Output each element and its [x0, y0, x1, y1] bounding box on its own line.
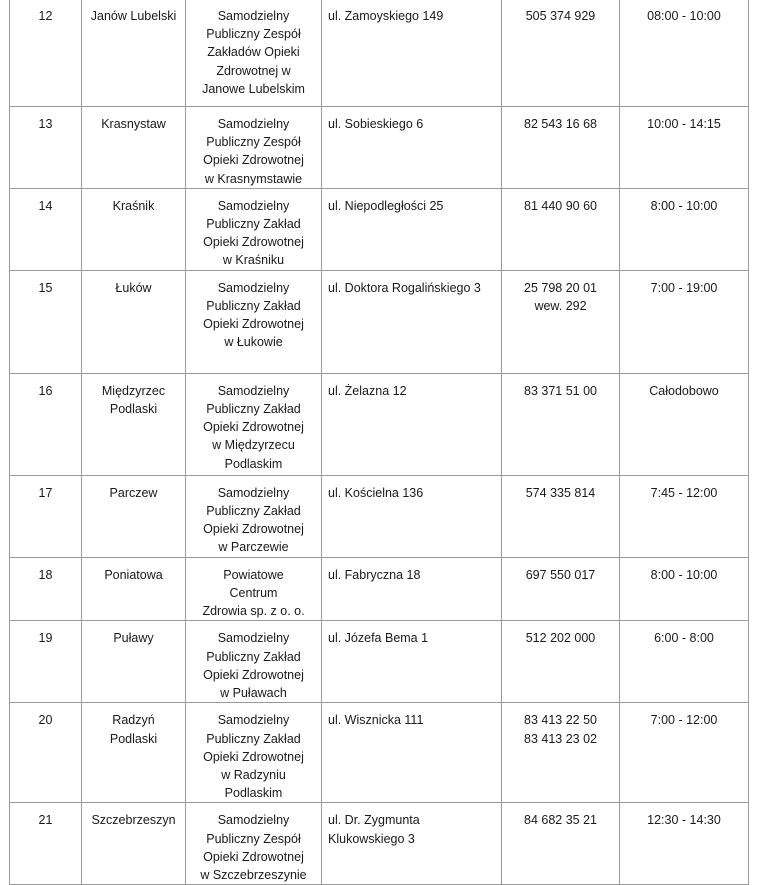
hours-cell-text: 8:00 - 10:00: [650, 567, 718, 582]
city-cell-line: Szczebrzeszyn: [91, 813, 176, 828]
address-cell-line: ul. Żelazna 12: [328, 383, 407, 398]
institution-cell-line: Samodzielny: [217, 713, 290, 728]
hours-cell-text: 8:00 - 10:00: [650, 198, 718, 213]
row-number: [10, 475, 82, 557]
institution-cell-line: Zakładów Opieki: [207, 45, 300, 60]
table-row: [10, 557, 749, 621]
city-cell-line: Międzyrzec: [101, 383, 166, 398]
address-cell: [322, 107, 502, 189]
phone-cell: [502, 621, 620, 703]
city-cell-line: Podlaski: [109, 731, 158, 746]
hours-cell-text: 10:00 - 14:15: [647, 117, 721, 131]
address-cell-line: ul. Niepodległości 25: [328, 198, 444, 213]
institution-cell-line: Janowe Lubelskim: [202, 81, 305, 96]
city-cell: [82, 475, 186, 557]
table-row: [10, 703, 749, 803]
row-number: [10, 188, 82, 270]
phone-cell-line: 83 371 51 00: [524, 383, 597, 398]
table-row: [10, 803, 749, 885]
table-row: [10, 270, 749, 373]
row-number-text: 17: [38, 485, 53, 500]
phone-cell: [502, 0, 620, 107]
address-cell: [322, 621, 502, 703]
institution-cell-line: w Międzyrzecu: [212, 438, 295, 453]
hours-cell-text: 6:00 - 8:00: [654, 631, 714, 646]
city-cell: [82, 557, 186, 621]
phone-cell-line: wew. 292: [534, 299, 587, 314]
institution-cell: [186, 803, 322, 885]
phone-cell: [502, 803, 620, 885]
phone-cell-line: 82 543 16 68: [524, 117, 597, 131]
row-number: [10, 703, 82, 803]
hours-cell-text: 7:45 - 12:00: [650, 485, 718, 500]
row-number-text: 15: [38, 280, 53, 295]
institution-cell-line: Samodzielny: [217, 117, 290, 131]
phone-cell-line: 574 335 814: [525, 485, 596, 500]
institution-cell: [186, 621, 322, 703]
institution-cell-line: Publiczny Zespół: [206, 135, 301, 150]
institution-cell-line: w Puławach: [220, 686, 287, 701]
address-cell: [322, 803, 502, 885]
row-number: [10, 803, 82, 885]
city-cell-line: Krasnystaw: [101, 117, 166, 131]
phone-cell: [502, 107, 620, 189]
address-cell: [322, 557, 502, 621]
city-cell-line: Puławy: [113, 631, 154, 646]
phone-cell-line: 83 413 23 02: [524, 731, 597, 746]
institution-cell: [186, 0, 322, 107]
institution-cell-line: Samodzielny: [217, 383, 290, 398]
city-cell-line: Podlaski: [109, 402, 158, 417]
hours-cell: [620, 475, 749, 557]
phone-cell: [502, 475, 620, 557]
table-row: [10, 373, 749, 475]
institution-cell: [186, 703, 322, 803]
phone-cell: [502, 270, 620, 373]
phone-cell-line: 505 374 929: [525, 9, 596, 23]
address-cell: [322, 0, 502, 107]
institution-cell-line: Zdrowia sp. z o. o.: [202, 604, 305, 619]
row-number-text: 19: [38, 631, 53, 646]
address-cell: [322, 703, 502, 803]
address-cell: [322, 270, 502, 373]
institution-cell-line: Samodzielny: [217, 9, 290, 23]
hours-cell: [620, 557, 749, 621]
institution-cell-line: Publiczny Zakład: [206, 402, 301, 417]
hours-cell-text: 12:30 - 14:30: [647, 813, 721, 828]
institution-cell: [186, 475, 322, 557]
hours-cell-text: 7:00 - 19:00: [650, 280, 718, 295]
institution-cell: [186, 107, 322, 189]
institution-cell-line: Powiatowe: [223, 567, 284, 582]
institution-cell-line: w Szczebrzeszynie: [200, 868, 307, 883]
address-cell: [322, 475, 502, 557]
table-row: [10, 475, 749, 557]
institution-cell-line: Centrum: [229, 586, 278, 601]
phone-cell-line: 81 440 90 60: [524, 198, 597, 213]
hours-cell: [620, 703, 749, 803]
city-cell: [82, 373, 186, 475]
address-cell-line: ul. Doktora Rogalińskiego 3: [328, 280, 481, 295]
institution-cell-line: Samodzielny: [217, 485, 290, 500]
institution-cell-line: Publiczny Zakład: [206, 217, 301, 232]
institution-cell-line: Opieki Zdrowotnej: [203, 849, 304, 864]
institution-cell: [186, 373, 322, 475]
address-cell-line: ul. Sobieskiego 6: [328, 117, 424, 131]
phone-cell-line: 25 798 20 01: [524, 280, 597, 295]
hours-cell-text: Całodobowo: [649, 383, 719, 398]
hours-cell-text: 08:00 - 10:00: [647, 9, 721, 23]
row-number-text: 16: [38, 383, 53, 398]
institution-cell-line: Opieki Zdrowotnej: [203, 420, 304, 435]
row-number: [10, 107, 82, 189]
institution-cell-line: w Łukowie: [224, 335, 283, 350]
address-cell-line: ul. Wisznicka 111: [328, 713, 424, 728]
table-row: [10, 621, 749, 703]
hours-cell: [620, 803, 749, 885]
city-cell-line: Parczew: [109, 485, 158, 500]
row-number: [10, 621, 82, 703]
hours-cell: [620, 373, 749, 475]
city-cell: [82, 803, 186, 885]
institution-cell-line: w Kraśniku: [222, 253, 285, 268]
city-cell-line: Kraśnik: [112, 198, 155, 213]
row-number: [10, 373, 82, 475]
institution-cell-line: Samodzielny: [217, 813, 290, 828]
institution-cell-line: w Parczewie: [218, 540, 289, 555]
phone-cell-line: 697 550 017: [525, 567, 596, 582]
city-cell: [82, 188, 186, 270]
city-cell-line: Łuków: [115, 280, 152, 295]
phone-cell-line: 512 202 000: [525, 631, 596, 646]
phone-cell-line: 84 682 35 21: [524, 813, 597, 828]
institution-cell-line: Opieki Zdrowotnej: [203, 749, 304, 764]
address-cell-line: ul. Dr. Zygmunta: [328, 813, 420, 828]
address-cell: [322, 373, 502, 475]
institution-cell-line: Podlaskim: [224, 456, 283, 471]
phone-cell: [502, 373, 620, 475]
city-cell-line: Janów Lubelski: [90, 9, 177, 23]
phone-cell-line: 83 413 22 50: [524, 713, 597, 728]
city-cell-line: Radzyń: [112, 713, 155, 728]
row-number-text: 12: [38, 9, 53, 23]
address-cell: [322, 188, 502, 270]
institution-cell-line: Opieki Zdrowotnej: [203, 235, 304, 250]
facilities-table: [9, 0, 749, 885]
row-number-text: 21: [38, 813, 53, 828]
hours-cell: [620, 0, 749, 107]
hours-cell: [620, 188, 749, 270]
row-number-text: 18: [38, 567, 53, 582]
phone-cell: [502, 557, 620, 621]
institution-cell-line: Samodzielny: [217, 631, 290, 646]
address-cell-line: Klukowskiego 3: [328, 831, 415, 846]
city-cell: [82, 703, 186, 803]
table-row: [10, 188, 749, 270]
phone-cell: [502, 188, 620, 270]
city-cell-line: Poniatowa: [104, 567, 163, 582]
institution-cell-line: Publiczny Zespół: [206, 27, 301, 42]
institution-cell: [186, 270, 322, 373]
institution-cell-line: Opieki Zdrowotnej: [203, 153, 304, 168]
address-cell-line: ul. Józefa Bema 1: [328, 631, 429, 646]
institution-cell-line: Samodzielny: [217, 198, 290, 213]
phone-cell: [502, 703, 620, 803]
institution-cell-line: Publiczny Zakład: [206, 649, 301, 664]
city-cell: [82, 0, 186, 107]
city-cell: [82, 270, 186, 373]
hours-cell: [620, 621, 749, 703]
hours-cell-text: 7:00 - 12:00: [650, 713, 718, 728]
row-number-text: 20: [38, 713, 53, 728]
row-number: [10, 557, 82, 621]
hours-cell: [620, 107, 749, 189]
row-number-text: 13: [38, 117, 53, 131]
row-number-text: 14: [38, 198, 53, 213]
table-body: [10, 0, 749, 885]
table-row: [10, 107, 749, 189]
city-cell: [82, 621, 186, 703]
institution-cell: [186, 188, 322, 270]
hours-cell: [620, 270, 749, 373]
institution-cell-line: w Krasnymstawie: [204, 171, 303, 186]
address-cell-line: ul. Zamoyskiego 149: [328, 9, 444, 23]
address-cell-line: ul. Fabryczna 18: [328, 567, 421, 582]
institution-cell-line: Samodzielny: [217, 280, 290, 295]
institution-cell-line: Podlaskim: [224, 786, 283, 801]
institution-cell: [186, 557, 322, 621]
address-cell-line: ul. Kościelna 136: [328, 485, 424, 500]
institution-cell-line: Publiczny Zakład: [206, 731, 301, 746]
institution-cell-line: Zdrowotnej w: [216, 63, 291, 78]
institution-cell-line: Opieki Zdrowotnej: [203, 667, 304, 682]
row-number: [10, 0, 82, 107]
city-cell: [82, 107, 186, 189]
institution-cell-line: Publiczny Zespół: [206, 831, 301, 846]
institution-cell-line: Opieki Zdrowotnej: [203, 522, 304, 537]
table-row: [10, 0, 749, 107]
institution-cell-line: Publiczny Zakład: [206, 299, 301, 314]
institution-cell-line: Publiczny Zakład: [206, 504, 301, 519]
institution-cell-line: Opieki Zdrowotnej: [203, 317, 304, 332]
institution-cell-line: w Radzyniu: [221, 768, 286, 783]
row-number: [10, 270, 82, 373]
